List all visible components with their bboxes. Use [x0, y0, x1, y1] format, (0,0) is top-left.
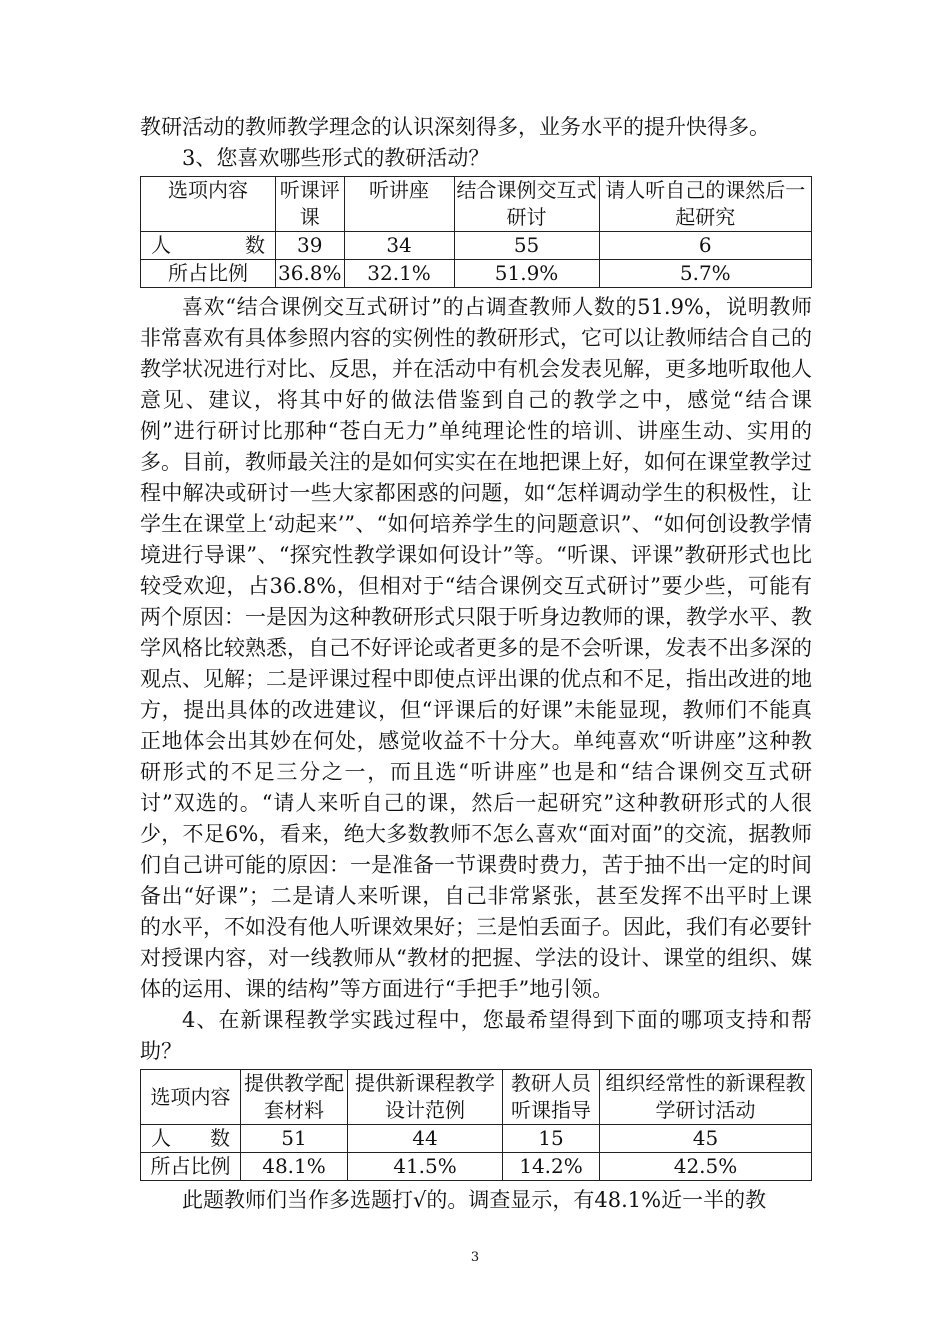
table-row	[141, 260, 812, 288]
table-cell: 51.9%	[454, 260, 599, 288]
document-page	[140, 112, 812, 1216]
table-header-row	[141, 1070, 812, 1125]
table-header-cell: 请人听自己的课然后一起研究	[599, 177, 811, 232]
table-cell: 55	[454, 232, 599, 260]
table-cell: 36.8%	[276, 260, 345, 288]
table-cell: 32.1%	[344, 260, 454, 288]
table-header-cell: 选项内容	[141, 1070, 241, 1125]
table-header-cell: 听讲座	[344, 177, 454, 232]
table-header-cell: 组织经常性的新课程教学研讨活动	[600, 1070, 812, 1125]
table-cell: 14.2%	[503, 1153, 600, 1181]
table-cell: 15	[503, 1125, 600, 1153]
row-label-count	[141, 232, 276, 260]
table-cell: 5.7%	[599, 260, 811, 288]
row-label-ratio: 所占比例	[141, 1153, 241, 1181]
table-row	[141, 1125, 812, 1153]
survey-table-q4	[140, 1069, 812, 1181]
row-label-count-a: 人	[151, 1126, 171, 1150]
table-header-cell: 结合课例交互式研讨	[454, 177, 599, 232]
table-cell: 45	[600, 1125, 812, 1153]
table-header-cell: 听课评课	[276, 177, 345, 232]
table-cell: 42.5%	[600, 1153, 812, 1181]
closing-paragraph: 此题教师们当作多选题打√的。调查显示，有48.1%近一半的教	[182, 1188, 767, 1212]
table-header-cell: 选项内容	[141, 177, 276, 232]
question-3: 3、您喜欢哪些形式的教研活动？	[182, 146, 490, 170]
analysis-paragraph: 喜欢“结合课例交互式研讨”的占调查教师人数的51.9%，说明教师非常喜欢有具体参照内容的实例性的教研形式，它可以让教师结合自己的教学状况进行对比、反思，并在活动中有机会发表见解，更多地听取他人意见、建议，将其中好的做法借鉴到自己的教学之中，感觉“结合课例”进行研讨比那种“苍白无力”单纯理论性的培训、讲座生动、实用的多。目前，教师最关注的是如何实实在在地把课上好，如何在课堂教学过程中解决或研讨一些大家都困惑的问题，如“怎样调动学生的积极性，让学生在课堂上‘动起来’”、“如何培养学生的问题意识”、“如何创设教学情境进行导课”、“探究性教学课如何设计”等。“听课、评课”教研形式也比较受欢迎，占36.8%，但相对于“结合课例交互式研讨”要少些，可能有两个原因：一是因为这种教研形式只限于听身边教师的课，教学水平、教学风格比较熟悉，自己不好评论或者更多的是不会听课，发表不出多深的观点、见解；二是评课过程中即使点评出课的优点和不足，指出改进的地方，提出具体的改进建议，但“评课后的好课”未能显现，教师们不能真正地体会出其妙在何处，感觉收益不十分大。单纯喜欢“听讲座”这种教研形式的不足三分之一，而且选“听讲座”也是和“结合课例交互式研讨”双选的。“请人来听自己的课，然后一起研究”这种教研形式的人很少，不足6%，看来，绝大多数教师不怎么喜欢“面对面”的交流，据教师们自己讲可能的原因：一是准备一节课费时费力，苦于抽不出一定的时间备出“好课”；二是请人来听课，自己非常紧张，甚至发挥不出平时上课的水平，不如没有他人听课效果好；三是怕丢面子。因此，我们有必要针对授课内容，对一线教师从“教材的把握、学法的设计、课堂的组织、媒体的运用、课的结构”等方面进行“手把手”地引领。	[140, 295, 812, 1001]
table-cell: 39	[276, 232, 345, 260]
row-label-count-b: 数	[245, 233, 265, 257]
table-header-row	[141, 177, 812, 232]
row-label-ratio: 所占比例	[141, 260, 276, 288]
row-label-count	[141, 1125, 241, 1153]
page-number: 3	[470, 1250, 480, 1265]
table-cell: 6	[599, 232, 811, 260]
table-cell: 51	[241, 1125, 348, 1153]
table-header-cell: 教研人员听课指导	[503, 1070, 600, 1125]
paragraph-continued: 教研活动的教师教学理念的认识深刻得多，业务水平的提升快得多。	[140, 115, 770, 139]
table-row	[141, 1153, 812, 1181]
survey-table-q3	[140, 176, 812, 288]
table-cell: 41.5%	[348, 1153, 503, 1181]
table-cell: 48.1%	[241, 1153, 348, 1181]
table-row	[141, 232, 812, 260]
table-cell: 34	[344, 232, 454, 260]
question-4: 4、在新课程教学实践过程中，您最希望得到下面的哪项支持和帮助？	[140, 1008, 812, 1063]
table-header-cell: 提供新课程教学设计范例	[348, 1070, 503, 1125]
row-label-count-b: 数	[210, 1126, 230, 1150]
table-header-cell: 提供教学配套材料	[241, 1070, 348, 1125]
row-label-count-a: 人	[151, 233, 171, 257]
table-cell: 44	[348, 1125, 503, 1153]
